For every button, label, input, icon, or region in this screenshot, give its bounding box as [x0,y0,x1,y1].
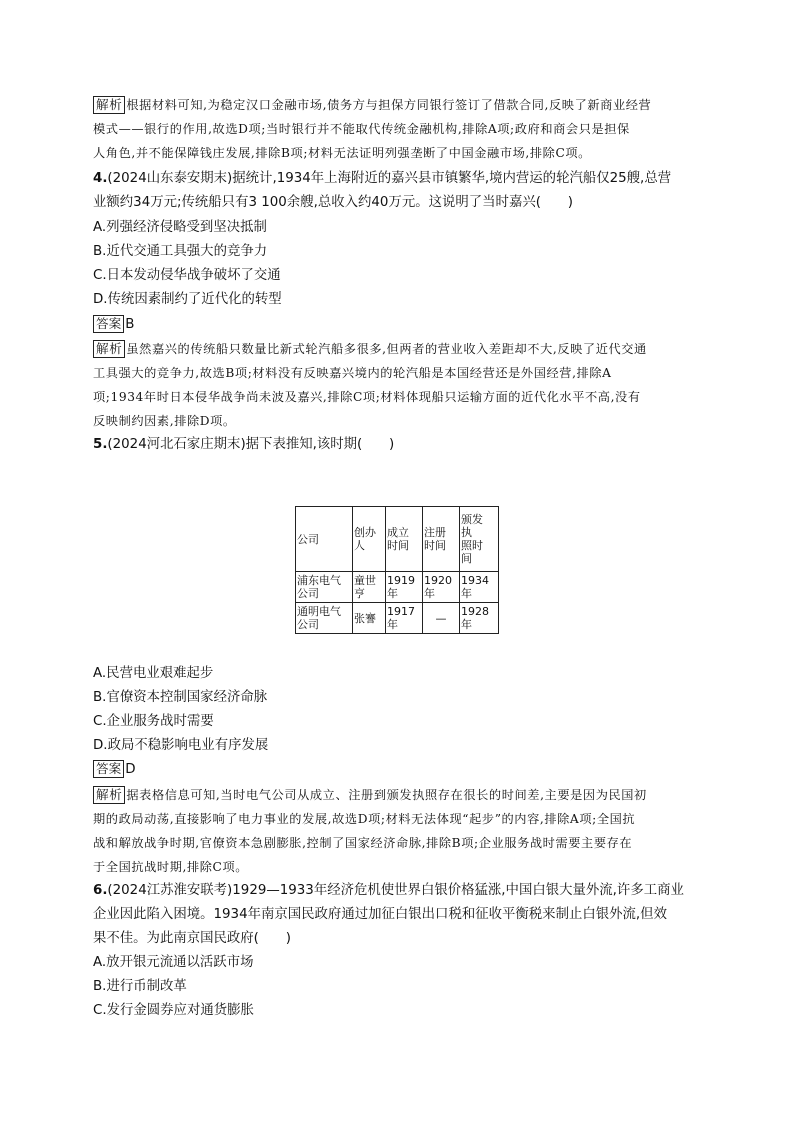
table-row [296,603,499,634]
q3-analysis-line-3: 人角色,并不能保障钱庄发展,排除B项;材料无法证明列强垄断了中国金融市场,排除C项。 [93,146,591,160]
cell-license: 1934 年 [460,572,499,603]
answer-value: D [125,762,136,777]
answer-tag: 答案 [93,315,124,333]
question-number: 5. [93,437,108,452]
analysis-tag: 解析 [93,96,125,114]
cell-license: 1928 年 [460,603,499,634]
header-registered: 注册 时间 [423,507,460,572]
cell-company: 浦东电气 公司 [296,572,353,603]
q4-stem-line-1: 4.(2024山东泰安期末)据统计,1934年上海附近的嘉兴县市镇繁华,境内营运的轮汽船仅25艘,总营 [93,171,672,186]
q4-analysis-line-3: 项;1934年时日本侵华战争尚未波及嘉兴,排除C项;材料体现船只运输方面的近代化水平不高,没有 [93,390,641,404]
q5-analysis-line-1: 解析 据表格信息可知,当时电气公司从成立、注册到颁发执照存在很长的时间差,主要是因为民国初 [93,785,647,805]
q5-option-b: B.官僚资本控制国家经济命脉 [93,690,268,705]
question-number: 4. [93,171,108,186]
q5-stem: 5.(2024河北石家庄期末)据下表推知,该时期( ) [93,437,395,452]
header-founder: 创办 人 [353,507,386,572]
q5-option-d: D.政局不稳影响电业有序发展 [93,738,269,753]
q6-stem-line-2: 企业因此陷入困境。1934年南京国民政府通过加征白银出口税和征收平衡税来制止白银外流,但效 [93,907,667,922]
q4-option-d: D.传统因素制约了近代化的转型 [93,292,282,307]
q6-option-a: A.放开银元流通以活跃市场 [93,955,254,970]
q5-option-a: A.民营电业艰难起步 [93,666,214,681]
q4-answer [93,315,134,335]
q4-analysis-line-2: 工具强大的竞争力,故选B项;材料没有反映嘉兴境内的轮汽船是本国经营还是外国经营,排除A [93,366,612,380]
cell-established: 1917 年 [386,603,423,634]
q6-stem-line-1: 6.(2024江苏淮安联考)1929—1933年经济危机使世界白银价格猛涨,中国白银大量外流,许多工商业 [93,883,684,898]
q4-option-c: C.日本发动侵华战争破坏了交通 [93,268,281,283]
table-row [296,572,499,603]
answer-tag: 答案 [93,760,124,778]
cell-registered: — [423,603,460,634]
question-number: 6. [93,883,108,898]
q5-analysis-line-2: 期的政局动荡,直接影响了电力事业的发展,故选D项;材料无法体现“起步”的内容,排除A项;全国抗 [93,812,636,826]
analysis-tag: 解析 [93,786,125,804]
q6-stem-line-3: 果不佳。为此南京国民政府( ) [93,931,291,946]
table-header-row [296,507,499,572]
q5-answer [93,760,136,780]
cell-registered: 1920 年 [423,572,460,603]
cell-company: 通明电气 公司 [296,603,353,634]
q4-analysis-line-4: 反映制约因素,排除D项。 [93,414,236,428]
cell-established: 1919 年 [386,572,423,603]
q3-analysis-line-2: 模式——银行的作用,故选D项;当时银行并不能取代传统金融机构,排除A项;政府和商会只是担保 [93,122,630,136]
cell-founder: 童世 亨 [353,572,386,603]
q4-option-b: B.近代交通工具强大的竞争力 [93,244,268,259]
q5-analysis-line-4: 于全国抗战时期,排除C项。 [93,860,249,874]
q5-option-c: C.企业服务战时需要 [93,714,214,729]
header-company: 公司 [296,507,353,572]
q6-option-c: C.发行金圆券应对通货膨胀 [93,1003,254,1018]
cell-founder: 张謇 [353,603,386,634]
answer-value: B [125,317,135,332]
header-license: 颁发 执 照时 间 [460,507,499,572]
analysis-tag: 解析 [93,340,125,358]
q4-analysis-line-1: 解析 虽然嘉兴的传统船只数量比新式轮汽船多很多,但两者的营业收入差距却不大,反映了近代交通 [93,339,647,359]
header-established: 成立 时间 [386,507,423,572]
company-table [295,506,499,634]
q5-analysis-line-3: 战和解放战争时期,官僚资本急剧膨胀,控制了国家经济命脉,排除B项;企业服务战时需要主要存在 [93,836,633,850]
q6-option-b: B.进行币制改革 [93,979,187,994]
q4-option-a: A.列强经济侵略受到坚决抵制 [93,220,267,235]
q4-stem-line-2: 业额约34万元;传统船只有3 100余艘,总收入约40万元。这说明了当时嘉兴( ) [93,195,573,210]
q3-analysis-line-1: 解析 根据材料可知,为稳定汉口金融市场,债务方与担保方同银行签订了借款合同,反映了新商业经营 [93,95,651,115]
